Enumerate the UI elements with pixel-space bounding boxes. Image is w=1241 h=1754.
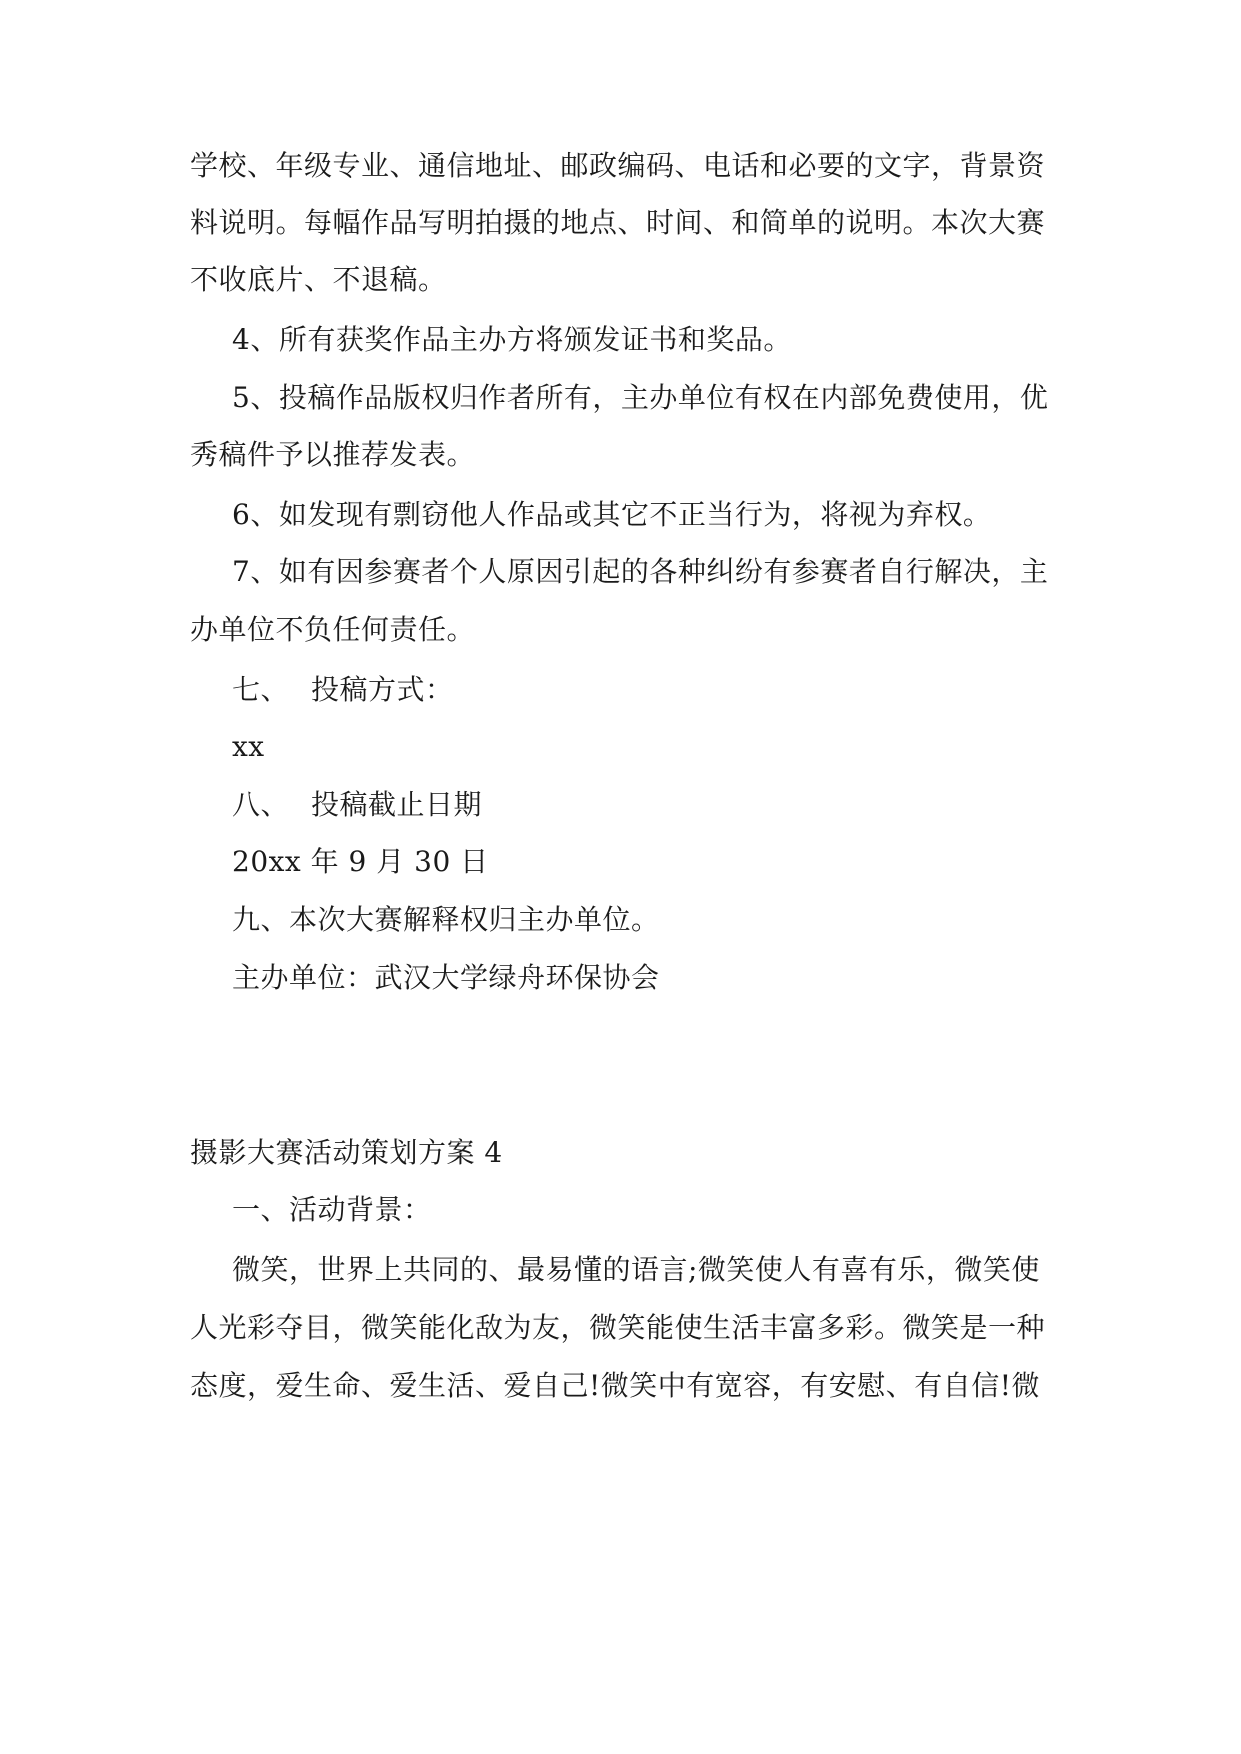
section-title: 投稿截止日期 <box>311 788 483 821</box>
rule-item-6: 6、如发现有剽窃他人作品或其它不正当行为，将视为弃权。 <box>232 498 992 531</box>
section-8-content: 20xx 年 9 月 30 日 <box>232 845 489 878</box>
paragraph-line: 不收底片、不退稿。 <box>190 263 447 296</box>
section-8-heading <box>232 785 1112 825</box>
rule-item-7: 7、如有因参赛者个人原因引起的各种纠纷有参赛者自行解决，主 <box>232 555 1049 588</box>
plan-title: 摄影大赛活动策划方案 4 <box>190 1136 503 1169</box>
section-9: 九、本次大赛解释权归主办单位。 <box>232 903 660 936</box>
section-number: 八、 <box>232 788 290 821</box>
rule-item-7-continued: 办单位不负任何责任。 <box>190 613 476 646</box>
section-7-content: xx <box>232 730 265 763</box>
rule-item-4: 4、所有获奖作品主办方将颁发证书和奖品。 <box>232 323 792 356</box>
paragraph-line: 学校、年级专业、通信地址、邮政编码、电话和必要的文字，背景资 <box>190 149 1046 182</box>
section-7-heading <box>232 670 1112 710</box>
paragraph-line: 人光彩夺目，微笑能化敌为友，微笑能使生活丰富多彩。微笑是一种 <box>190 1311 1046 1344</box>
rule-item-5: 5、投稿作品版权归作者所有，主办单位有权在内部免费使用，优 <box>232 381 1049 414</box>
organizer-line: 主办单位：武汉大学绿舟环保协会 <box>232 961 660 994</box>
paragraph-line: 料说明。每幅作品写明拍摄的地点、时间、和简单的说明。本次大赛 <box>190 206 1046 239</box>
section-number: 七、 <box>232 673 290 706</box>
paragraph-line: 态度，爱生命、爱生活、爱自己!微笑中有宽容，有安慰、有自信!微 <box>190 1369 1041 1402</box>
paragraph-line: 微笑，世界上共同的、最易懂的语言;微笑使人有喜有乐，微笑使 <box>232 1253 1040 1286</box>
section-title: 投稿方式： <box>311 673 454 706</box>
rule-item-5-continued: 秀稿件予以推荐发表。 <box>190 438 476 471</box>
background-heading: 一、活动背景： <box>232 1193 432 1226</box>
